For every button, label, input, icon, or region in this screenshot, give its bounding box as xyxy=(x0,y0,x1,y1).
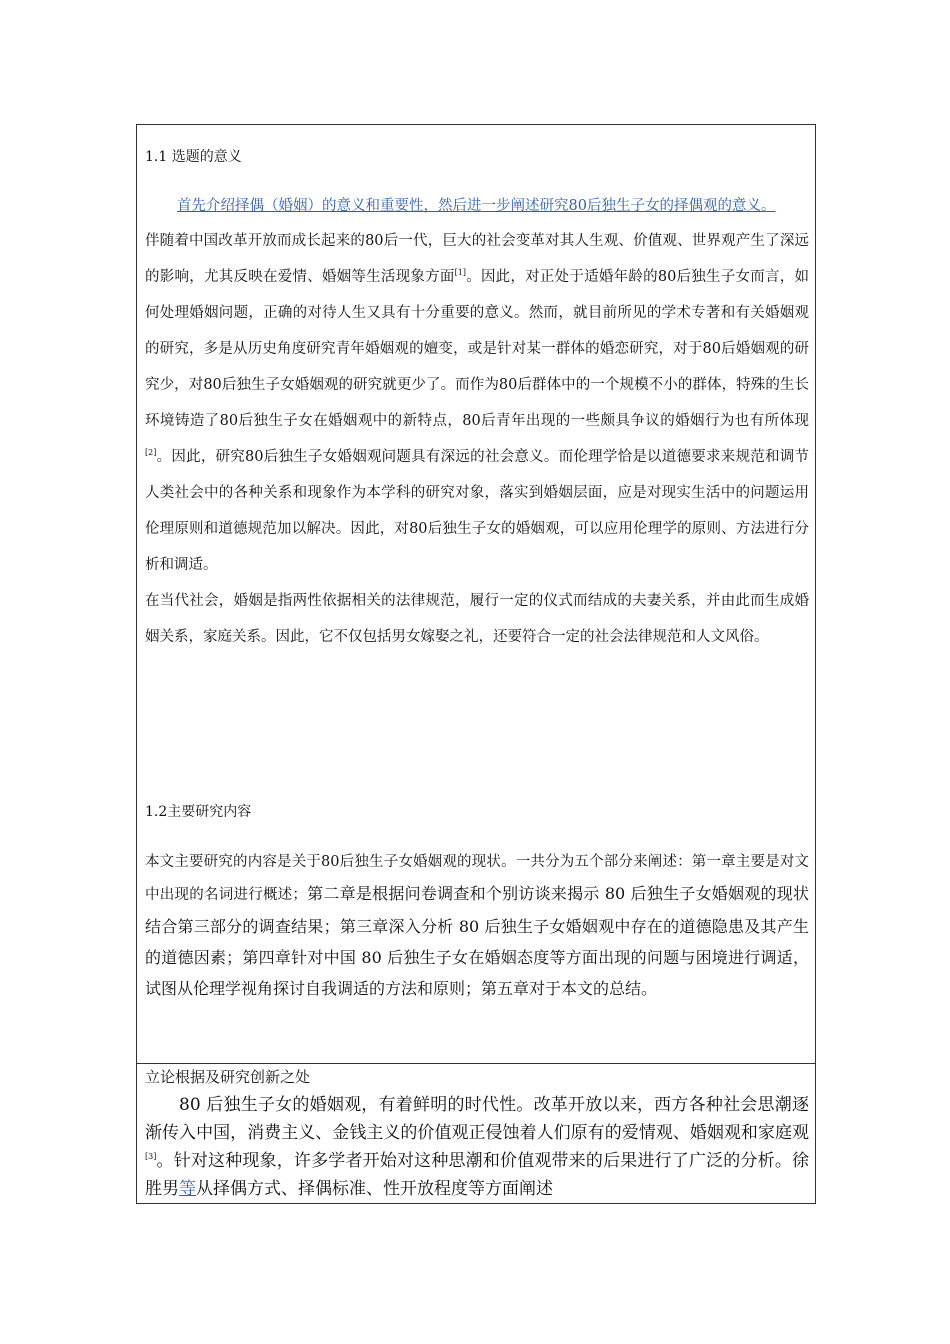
table-divider xyxy=(137,1063,815,1064)
text: 。因此，研究80后独生子女婚姻观问题具有深远的社会意义。而伦理学恰是以道德要求来规范和调节人类社会中的各种关系和现象作为本学科的研究对象，落实到婚姻层面，应是对现实生活中的问题运用伦理原则和道德规范加以解决。因此，对80后独生子女的婚姻观，可以应用伦理学的原则、方法进行分析和调适。 xyxy=(145,449,809,573)
text: 从择偶方式、择偶标准、性开放程度等方面阐述 xyxy=(196,1179,553,1199)
section-heading: 立论根据及研究创新之处 xyxy=(145,1068,311,1086)
text: 第二章是根据问卷调查和个别访谈来揭示 80 后独生子女婚姻观的现状结合第三部分的调查结果；第三章深入分析 80 后独生子女婚姻观中存在的道德隐患及其产生的道德因素；第四章针对中国 80 后独生子女在婚姻态度等方面出现的问题与困境进行调适，试图从伦理学视角探讨自我调适的方法和原则；第五章对于本文的总结。 xyxy=(145,884,809,998)
reference-link[interactable]: 等 xyxy=(179,1179,196,1199)
citation: [1] xyxy=(454,268,466,277)
body-paragraph xyxy=(145,223,809,583)
section-heading: 1.1 选题的意义 xyxy=(145,149,242,165)
section-1-1-body xyxy=(145,189,809,655)
text: 80 后独生子女的婚姻观，有着鲜明的时代性。改革开放以来，西方各种社会思潮逐渐传入中国，消费主义、金钱主义的价值观正侵蚀着人们原有的爱情观、婚姻观和家庭观 xyxy=(145,1095,809,1143)
section-1-2 xyxy=(145,802,809,822)
citation: [2] xyxy=(145,448,157,457)
section-1-1 xyxy=(145,147,809,167)
text: 本文主要研究的内容是关于80后独生子女婚姻观的现状。一共分为五个部分来阐述：第一章主要是对文中出现的名词进行概述； xyxy=(145,854,809,903)
document-table-frame xyxy=(136,124,816,1204)
text: 伴随着中国改革开放而成长起来的80后一代，巨大的社会变革对其人生观、价值观、世界观产生了深远的影响，尤其反映在爱情、婚姻等生活现象方面 xyxy=(145,233,809,285)
citation: [3] xyxy=(145,1152,157,1161)
section-3 xyxy=(145,1067,809,1203)
section-heading: 1.2主要研究内容 xyxy=(145,804,252,820)
text: 。针对这种现象，许多学者开始对这种思潮和价值观带来的后果进行了广泛的分析。徐胜男 xyxy=(145,1151,809,1199)
intro-link-paragraph[interactable] xyxy=(145,189,809,223)
body-paragraph xyxy=(145,1091,809,1203)
intro-link[interactable]: 首先介绍择偶（婚姻）的意义和重要性，然后进一步阐述研究80后独生子女的择偶观的意义。 xyxy=(177,198,776,214)
section-1-2-body xyxy=(145,845,809,1004)
body-paragraph xyxy=(145,845,809,1004)
body-paragraph: 在当代社会，婚姻是指两性依据相关的法律规范，履行一定的仪式而结成的夫妻关系，并由此而生成婚姻关系，家庭关系。因此，它不仅包括男女嫁娶之礼，还要符合一定的社会法律规范和人文风俗。 xyxy=(145,593,809,645)
text: 。因此，对正处于适婚年龄的80后独生子女而言，如何处理婚姻问题，正确的对待人生又具有十分重要的意义。然而，就目前所见的学术专著和有关婚姻观的研究，多是从历史角度研究青年婚姻观的嬗变，或是针对某一群体的婚恋研究，对于80后婚姻观的研究少，对80后独生子女婚姻观的研究就更少了。而作为80后群体中的一个规模不小的群体，特殊的生长环境铸造了80后独生子女在婚姻观中的新特点，80后青年出现的一些颇具争议的婚姻行为也有所体现 xyxy=(145,269,809,429)
